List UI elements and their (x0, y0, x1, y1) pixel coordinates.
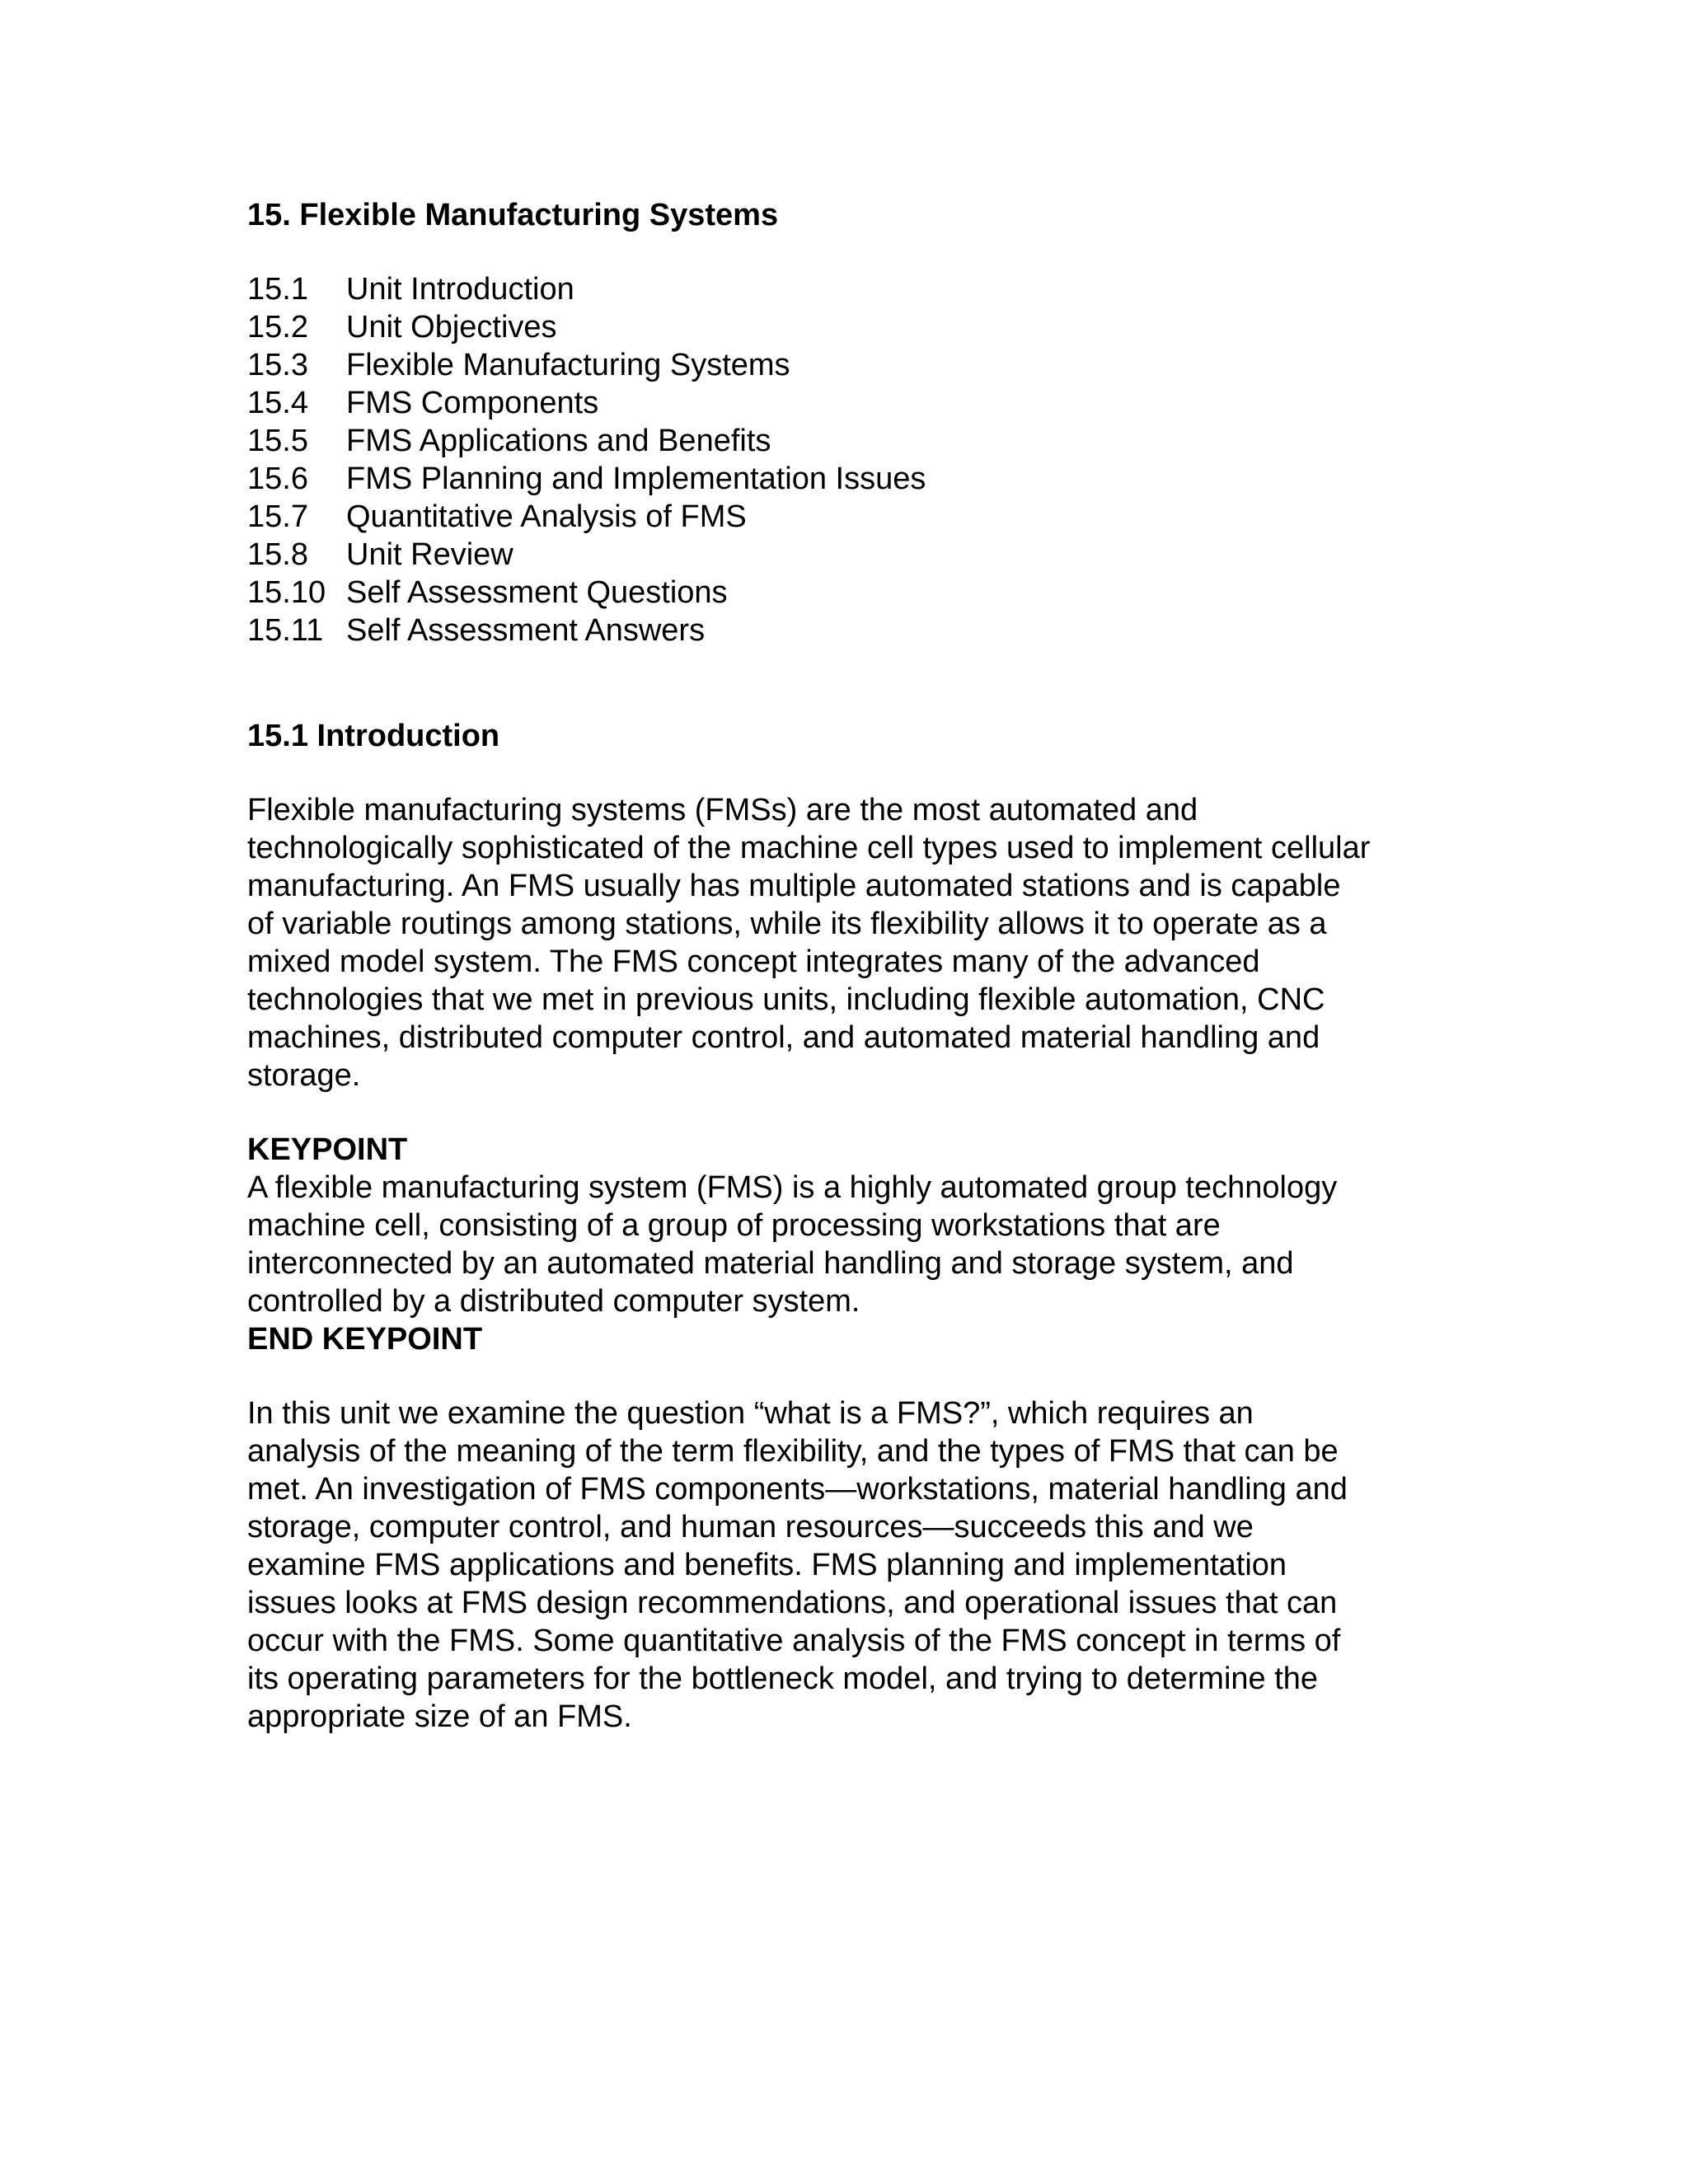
toc-item (247, 574, 1484, 612)
toc-number: 15.8 (247, 537, 308, 572)
toc-number: 15.7 (247, 499, 308, 534)
toc-number: 15.10 (247, 575, 326, 610)
toc-label: Unit Objectives (346, 310, 557, 344)
toc-label: FMS Components (346, 386, 599, 420)
closing-paragraph (247, 1394, 1484, 1736)
toc-number: 15.4 (247, 386, 308, 420)
toc-number: 15.1 (247, 272, 308, 307)
keypoint-start-label: KEYPOINT (247, 1132, 408, 1167)
keypoint-block (247, 1131, 1484, 1358)
intro-paragraph (247, 791, 1484, 1094)
toc-item (247, 536, 1484, 574)
toc-item (247, 460, 1484, 498)
toc-item (247, 498, 1484, 536)
text-line: mixed model system. The FMS concept integrates many of the advanced (247, 944, 1260, 979)
keypoint-end-label: END KEYPOINT (247, 1322, 483, 1357)
toc-item (247, 346, 1484, 384)
toc-label: Unit Introduction (346, 272, 574, 307)
toc-item (247, 270, 1484, 308)
section-heading: 15.1 Introduction (247, 719, 500, 753)
toc-item (247, 612, 1484, 649)
text-line: issues looks at FMS design recommendations, and operational issues that can (247, 1586, 1338, 1620)
table-of-contents (247, 270, 1484, 649)
text-line: analysis of the meaning of the term flexibility, and the types of FMS that can be (247, 1434, 1339, 1469)
toc-label: Flexible Manufacturing Systems (346, 348, 790, 382)
toc-number: 15.2 (247, 310, 308, 344)
text-line: of variable routings among stations, while its flexibility allows it to operate as a (247, 907, 1327, 941)
text-line: appropriate size of an FMS. (247, 1699, 632, 1734)
toc-item (247, 422, 1484, 460)
document-page (247, 196, 1484, 1736)
text-line: technologies that we met in previous units, including flexible automation, CNC (247, 982, 1325, 1017)
text-line: controlled by a distributed computer system. (247, 1284, 860, 1319)
text-line: storage, computer control, and human resources—succeeds this and we (247, 1510, 1254, 1544)
toc-number: 15.3 (247, 348, 308, 382)
text-line: examine FMS applications and benefits. FMS planning and implementation (247, 1548, 1287, 1582)
toc-label: Quantitative Analysis of FMS (346, 499, 747, 534)
text-line: storage. (247, 1058, 361, 1093)
text-line: its operating parameters for the bottleneck model, and trying to determine the (247, 1661, 1319, 1696)
toc-number: 15.11 (247, 613, 324, 648)
text-line: occur with the FMS. Some quantitative analysis of the FMS concept in terms of (247, 1624, 1341, 1658)
text-line: A flexible manufacturing system (FMS) is a highly automated group technology (247, 1170, 1338, 1205)
text-line: manufacturing. An FMS usually has multiple automated stations and is capable (247, 869, 1341, 903)
toc-number: 15.5 (247, 424, 308, 458)
text-line: met. An investigation of FMS components—workstations, material handling and (247, 1472, 1348, 1507)
text-line: machines, distributed computer control, and automated material handling and (247, 1020, 1320, 1055)
toc-label: Unit Review (346, 537, 513, 572)
toc-label: FMS Planning and Implementation Issues (346, 462, 926, 496)
toc-label: Self Assessment Answers (346, 613, 706, 648)
page-title: 15. Flexible Manufacturing Systems (247, 198, 779, 232)
toc-label: FMS Applications and Benefits (346, 424, 771, 458)
text-line: interconnected by an automated material handling and storage system, and (247, 1246, 1294, 1281)
toc-label: Self Assessment Questions (346, 575, 728, 610)
text-line: Flexible manufacturing systems (FMSs) are the most automated and (247, 793, 1198, 827)
text-line: machine cell, consisting of a group of processing workstations that are (247, 1208, 1221, 1243)
text-line: In this unit we examine the question “what is a FMS?”, which requires an (247, 1396, 1254, 1431)
toc-number: 15.6 (247, 462, 308, 496)
text-line: technologically sophisticated of the machine cell types used to implement cellular (247, 831, 1371, 865)
toc-item (247, 384, 1484, 422)
toc-item (247, 308, 1484, 346)
